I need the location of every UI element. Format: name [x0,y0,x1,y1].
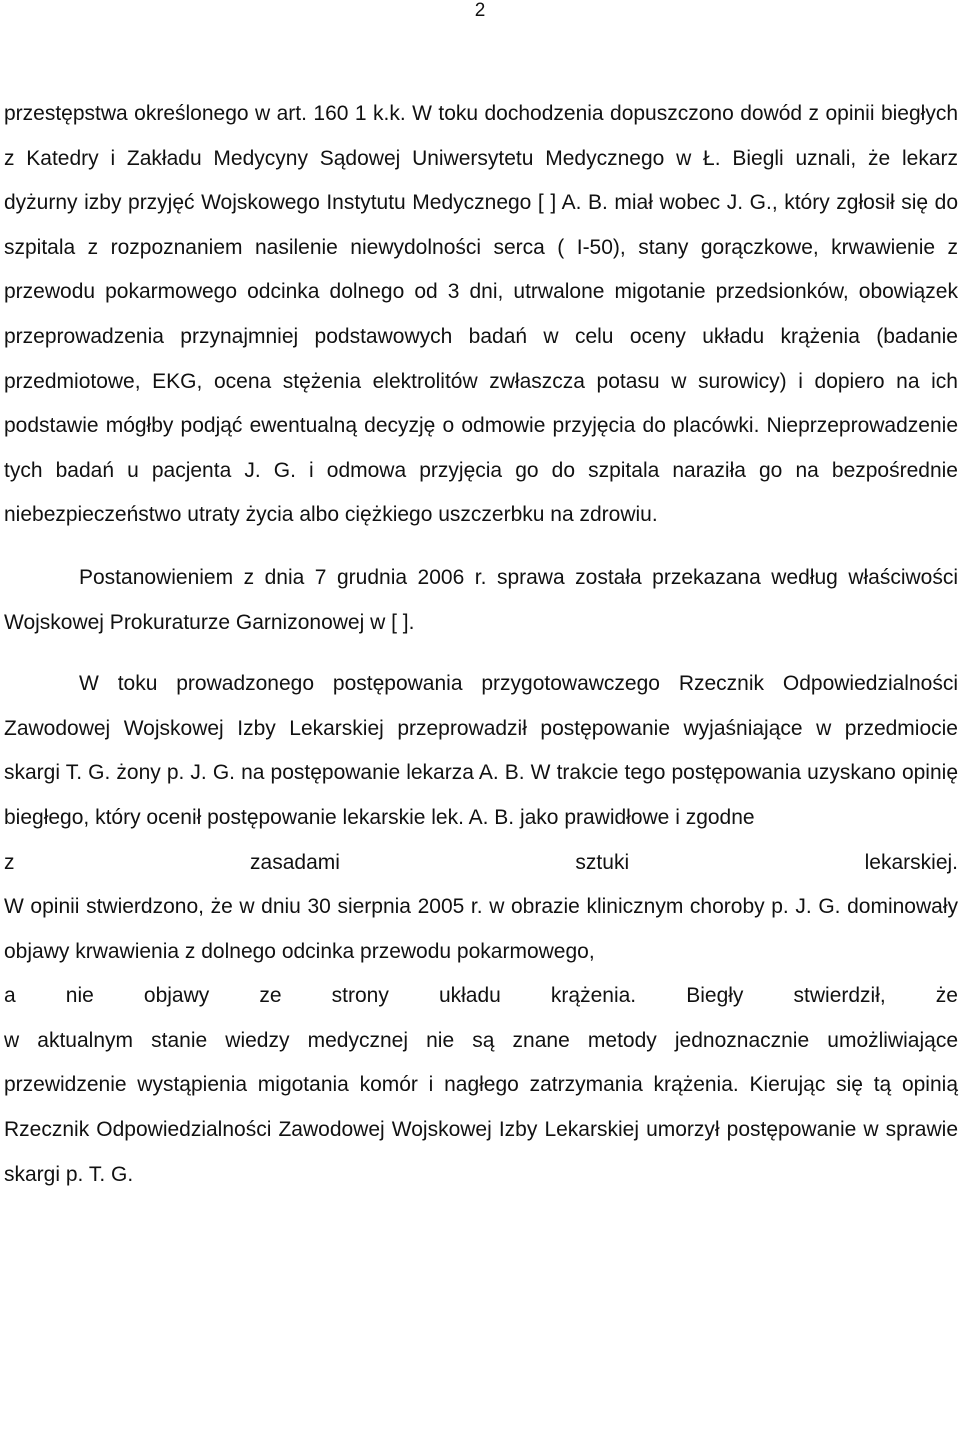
justified-line-expert: a nie objawy ze strony układu krążenia. Biegły stwierdził, że [4,984,958,1008]
justified-line-principles: z zasadami sztuki lekarskiej. [4,850,958,874]
paragraph-investigation: W toku prowadzonego postępowania przygotowawczego Rzecznik Odpowiedzialności Zawodowej Wojskowej Izby Lekarskiej przeprowadził postępowanie wyjaśniające w przedmiocie skargi T. G. żony p. J. G. na postępowanie lekarza A. B. W trakcie tego postępowania uzyskano opinię biegłego, który ocenił postępowanie lekarskie lek. A. B. jako prawidłowe i zgodne [4,672,958,829]
paragraph-spacer [4,645,958,662]
paragraph-conclusion: w aktualnym stanie wiedzy medycznej nie są znane metody jednoznacznie umożliwiające przewidzenie wystąpienia migotania komór i nagłego zatrzymania krążenia. Kierując się tą opinią Rzecznik Odpowiedzialności Zawodowej Wojskowej Izby Lekarskiej umorzył postępowanie w sprawie skargi p. T. G. [4,1028,958,1186]
paragraph-spacer [4,538,958,556]
paragraph-transfer-decision: Postanowieniem z dnia 7 grudnia 2006 r. sprawa została przekazana według właściwości Wojskowej Prokuraturze Garnizonowej w [ ]. [4,565,958,634]
document-body [4,92,958,1197]
paragraph-charges: przestępstwa określonego w art. 160 1 k.k. W toku dochodzenia dopuszczono dowód z opinii biegłych z Katedry i Zakładu Medycyny Sądowej Uniwersytetu Medycznego w Ł. Biegli uznali, że lekarz dyżurny izby przyjęć Wojskowego Instytutu Medycznego [ ] A. B. miał wobec J. G., który zgłosił się do szpitala z rozpoznaniem nasilenie niewydolności serca ( I-50), stany gorączkowe, krwawienie z przewodu pokarmowego odcinka dolnego od 3 dni, utrwalone migotanie przedsionków, obowiązek przeprowadzenia przynajmniej podstawowych badań w celu oceny układu krążenia (badanie przedmiotowe, EKG, ocena stężenia elektrolitów zwłaszcza potasu w surowicy) i dopiero na ich podstawie mógłby podjąć ewentualną decyzję o odmowie przyjęcia do placówki. Nieprzeprowadzenie tych badań u pacjenta J. G. i odmowa przyjęcia go do szpitala naraziła go na bezpośrednie niebezpieczeństwo utraty życia albo ciężkiego uszczerbku na zdrowiu. [4,102,958,527]
page-number: 2 [474,0,486,21]
paragraph-opinion: W opinii stwierdzono, że w dniu 30 sierpnia 2005 r. w obrazie klinicznym choroby p. J. G. dominowały objawy krwawienia z dolnego odcinka przewodu pokarmowego, [4,895,958,963]
